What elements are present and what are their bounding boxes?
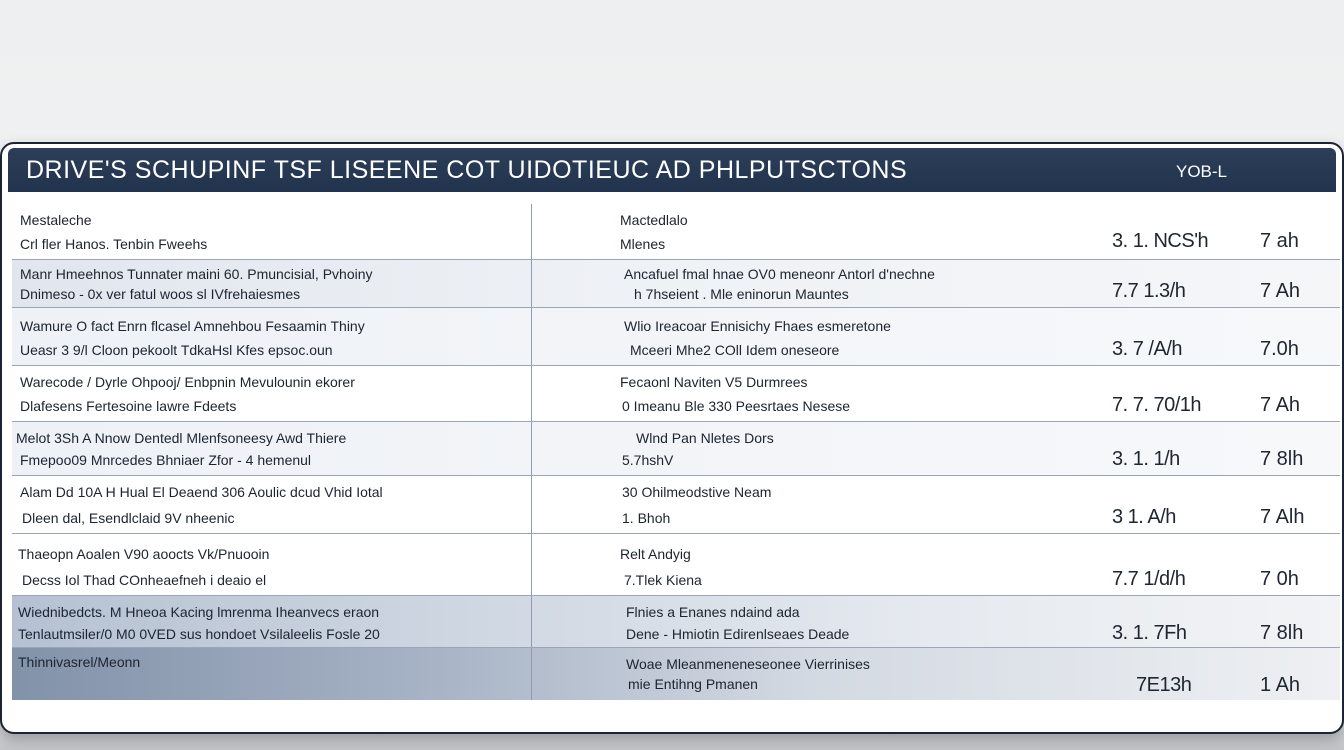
row-value-primary: 7.7 1.3/h bbox=[1112, 280, 1186, 302]
row-detail-subtitle: 1. Bhoh bbox=[622, 510, 671, 526]
table-row bbox=[12, 534, 1340, 596]
row-title: Thaeopn Aoalen V90 aoocts Vk/Pnuooin bbox=[18, 546, 270, 562]
row-detail-title: Woae Mleanmeneneseonee Vierrinises bbox=[626, 656, 870, 672]
row-value-primary: 3 1. A/h bbox=[1112, 506, 1176, 528]
row-title: Mestaleche bbox=[20, 212, 92, 228]
row-value-secondary: 7 0h bbox=[1260, 568, 1299, 590]
table-row bbox=[12, 308, 1340, 366]
row-detail-subtitle: h 7hseient . Mle eninorun Mauntes bbox=[634, 286, 849, 302]
row-subtitle: Dnimeso - 0x ver fatul woos sl IVfrehaiesmes bbox=[20, 286, 301, 302]
row-value-secondary: 7.0h bbox=[1260, 338, 1299, 360]
row-value-secondary: 7 Alh bbox=[1260, 506, 1305, 528]
row-subtitle: Dleen dal, Esendlclaid 9V nheenic bbox=[22, 510, 235, 526]
row-subtitle: Ueasr 3 9/l Cloon pekoolt TdkaHsl Kfes epsoc.oun bbox=[20, 342, 333, 358]
table-row bbox=[12, 260, 1340, 308]
row-detail-title: Wlio Ireacoar Ennisichy Fhaes esmeretone bbox=[624, 318, 891, 334]
header-right-label: YOB-L bbox=[1176, 162, 1228, 181]
row-title: Thinnivasrel/Meonn bbox=[18, 654, 141, 670]
row-subtitle: Crl fler Hanos. Tenbin Fweehs bbox=[20, 236, 208, 252]
row-detail-subtitle: 0 Imeanu Ble 330 Peesrtaes Nesese bbox=[622, 398, 851, 414]
row-value-primary: 7. 7. 70/1h bbox=[1112, 394, 1202, 416]
row-value-secondary: 7 8lh bbox=[1260, 448, 1304, 470]
schedule-panel bbox=[0, 142, 1344, 734]
row-detail-subtitle: mie Entihng Pmanen bbox=[628, 676, 758, 692]
row-detail-title: Ancafuel fmal hnae OV0 meneonr Antorl d'nechne bbox=[624, 266, 935, 282]
row-value-primary: 3. 1. NCS'h bbox=[1112, 230, 1209, 252]
row-detail-subtitle: 7.Tlek Kiena bbox=[624, 572, 702, 588]
table-row bbox=[12, 596, 1340, 648]
row-detail-title: Wlnd Pan Nletes Dors bbox=[636, 430, 774, 446]
row-subtitle: Tenlautmsiler/0 M0 0VED sus hondoet Vsilaleelis Fosle 20 bbox=[18, 626, 380, 642]
panel-title: DRIVE'S SCHUPINF TSF LISEENE COT UIDOTIEUC AD PHLPUTSCTONS bbox=[26, 156, 908, 184]
row-title: Wamure O fact Enrn flcasel Amnehbou Fesaamin Thiny bbox=[20, 318, 365, 334]
row-title: Manr Hmeehnos Tunnater maini 60. Pmuncisial, Pvhoiny bbox=[20, 266, 373, 282]
row-detail-subtitle: Mlenes bbox=[620, 236, 666, 252]
row-detail-title: 30 Ohilmeodstive Neam bbox=[622, 484, 772, 500]
table-row bbox=[12, 476, 1340, 534]
row-detail-title: Mactedlalo bbox=[620, 212, 688, 228]
row-detail-subtitle: Mceeri Mhe2 COll Idem oneseore bbox=[630, 342, 840, 358]
row-detail-title: Flnies a Enanes ndaind ada bbox=[626, 604, 800, 620]
row-value-secondary: 1 Ah bbox=[1260, 674, 1301, 696]
row-value-primary: 3. 1. 7Fh bbox=[1112, 622, 1187, 644]
row-value-secondary: 7 8lh bbox=[1260, 622, 1304, 644]
row-title: Wiednibedcts. M Hneoa Kacing lmrenma Iheanvecs eraon bbox=[18, 604, 380, 620]
table-row bbox=[12, 648, 1340, 700]
row-detail-title: Relt Andyig bbox=[620, 546, 691, 562]
panel-header bbox=[8, 148, 1336, 192]
row-subtitle: Decss Iol Thad COnheaefneh i deaio el bbox=[22, 572, 267, 588]
row-value-secondary: 7 ah bbox=[1260, 230, 1299, 252]
row-detail-subtitle: Dene - Hmiotin Edirenlseaes Deade bbox=[626, 626, 850, 642]
table-row bbox=[12, 204, 1340, 260]
row-subtitle: Dlafesens Fertesoine lawre Fdeets bbox=[20, 398, 237, 414]
row-value-primary: 7.7 1/d/h bbox=[1112, 568, 1186, 590]
row-value-secondary: 7 Ah bbox=[1260, 394, 1301, 416]
row-value-secondary: 7 Ah bbox=[1260, 280, 1301, 302]
row-detail-title: Fecaonl Naviten V5 Durmrees bbox=[620, 374, 808, 390]
row-value-primary: 3. 7 /A/h bbox=[1112, 338, 1182, 360]
table-row bbox=[12, 422, 1340, 476]
row-subtitle: Fmepoo09 Mnrcedes Bhniaer Zfor - 4 hemenul bbox=[20, 452, 312, 468]
row-value-primary: 7E13h bbox=[1136, 674, 1192, 696]
schedule-table bbox=[12, 204, 1340, 700]
row-title: Melot 3Sh A Nnow Dentedl Mlenfsoneesy Awd Thiere bbox=[16, 430, 347, 446]
row-title: Alam Dd 10A H Hual El Deaend 306 Aoulic dcud Vhid Iotal bbox=[20, 484, 383, 500]
row-title: Warecode / Dyrle Ohpooj/ Enbpnin Mevulounin ekorer bbox=[20, 374, 355, 390]
row-detail-subtitle: 5.7hshV bbox=[622, 452, 674, 468]
table-row bbox=[12, 366, 1340, 422]
row-value-primary: 3. 1. 1/h bbox=[1112, 448, 1180, 470]
